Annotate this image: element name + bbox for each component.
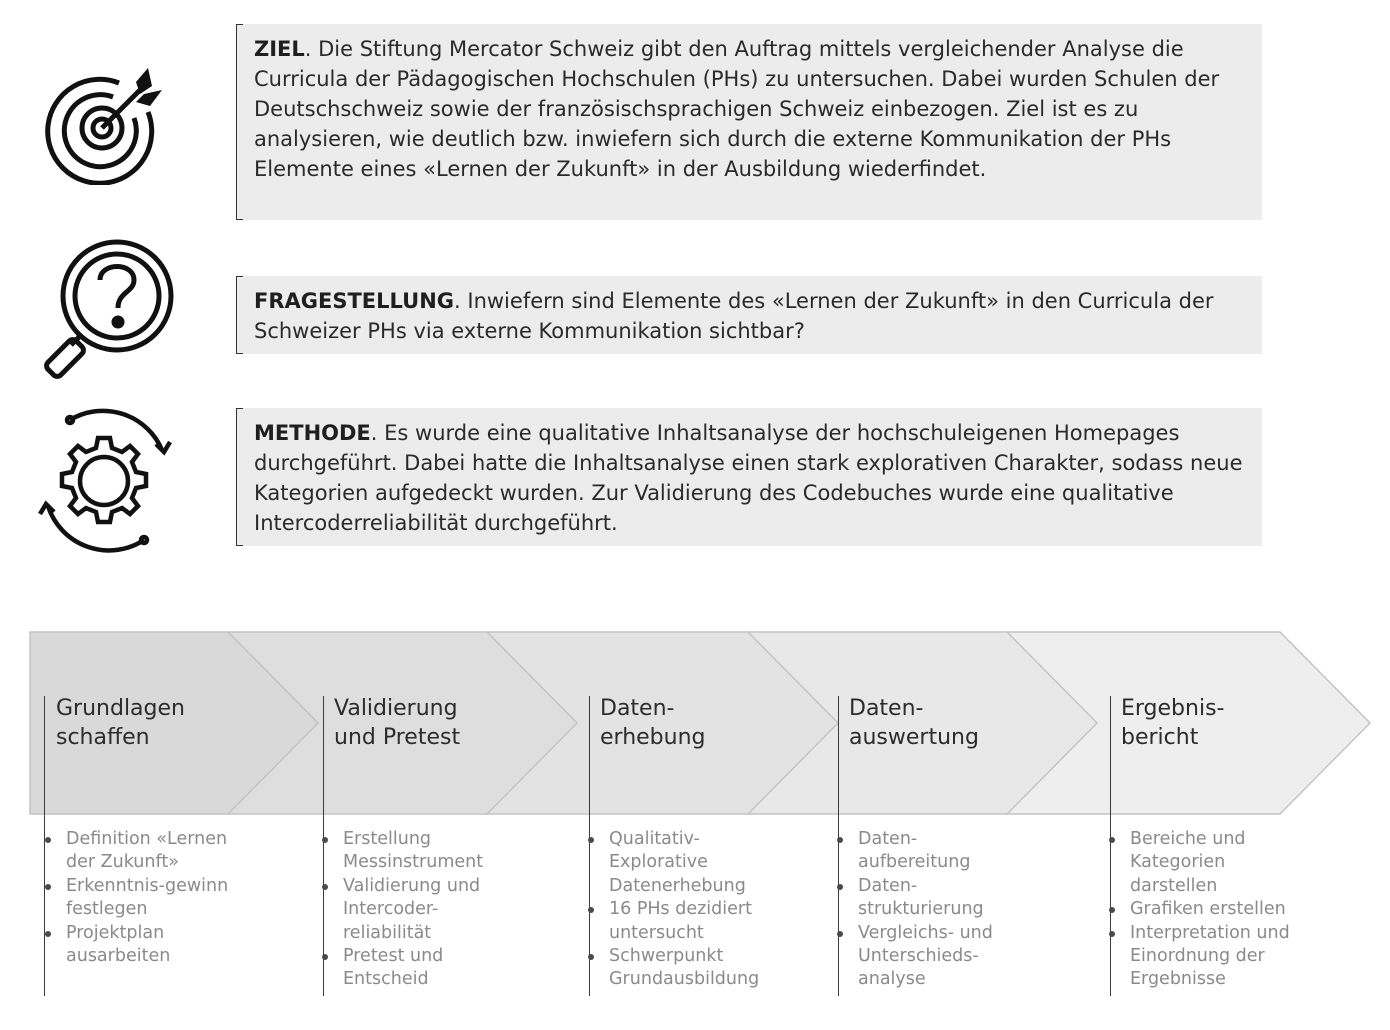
stage-title-line: Validierung	[334, 696, 458, 721]
stage-title-line: auswertung	[849, 725, 979, 750]
stage-title-grundlagen	[56, 694, 185, 752]
stage-title-line: erhebung	[600, 725, 706, 750]
stage-title-line: und Pretest	[334, 725, 461, 750]
stage-items-datenauswertung	[858, 828, 1028, 992]
list-item: Erkenntnis-gewinn festlegen	[66, 875, 236, 922]
stage-title-validierung	[334, 694, 460, 752]
stage-title-line: schaffen	[56, 725, 150, 750]
question-text: . Inwiefern sind Elemente des «Lernen der Zukunft» in den Curricula der Schweizer PHs via externe Kommunikation sichtbar?	[254, 289, 1214, 343]
stage-title-line: Daten-	[600, 696, 675, 721]
list-item: Pretest und Entscheid	[343, 945, 513, 992]
method-keyword: METHODE	[254, 421, 371, 445]
goal-text: . Die Stiftung Mercator Schweiz gibt den Auftrag mittels vergleichender Analyse die Curricula der Pädagogischen Hochschulen (PHs) zu untersuchen. Dabei wurden Schulen der Deutschschweiz sowie der französischsprachigen Schweiz einbezogen. Ziel ist es zu analysieren, wie deutlich bzw. inwiefern sich durch die externe Kommunikation der PHs Elemente eines «Lernen der Zukunft» in der Ausbildung wiederfindet.	[254, 37, 1220, 181]
question-keyword: FRAGESTELLUNG	[254, 289, 455, 313]
stage-items-validierung	[343, 828, 513, 992]
list-item: Bereiche und Kategorien darstellen	[1130, 828, 1305, 898]
list-item: Interpretation und Einordnung der Ergebnisse	[1130, 922, 1305, 992]
stage-title-line: bericht	[1121, 725, 1199, 750]
stage-divider	[589, 696, 590, 996]
list-item: Schwerpunkt Grundausbildung	[609, 945, 784, 992]
list-item: Grafiken erstellen	[1130, 898, 1305, 921]
stage-divider	[1110, 696, 1111, 996]
list-item: 16 PHs dezidiert untersucht	[609, 898, 784, 945]
stage-items-grundlagen	[66, 828, 236, 968]
stage-divider	[323, 696, 324, 996]
stage-title-line: Daten-	[849, 696, 924, 721]
stage-title-datenerhebung	[600, 694, 706, 752]
method-text: . Es wurde eine qualitative Inhaltsanalyse der hochschuleigenen Homepages durchgeführt. Dabei hatte die Inhaltsanalyse einen stark explorativen Charakter, sodass neue Kategorien aufgedeckt wurden. Zur Validierung des Codebuches wurde eine qualitative Intercoderreliabilität durchgeführt.	[254, 421, 1243, 535]
list-item: Projektplan ausarbeiten	[66, 922, 236, 969]
goal-keyword: ZIEL	[254, 37, 305, 61]
stage-divider	[838, 696, 839, 996]
list-item: Validierung und Intercoder-reliabilität	[343, 875, 513, 945]
list-item: Vergleichs- und Unterschieds-analyse	[858, 922, 1028, 992]
stage-title-line: Grundlagen	[56, 696, 185, 721]
stage-title-datenauswertung	[849, 694, 979, 752]
list-item: Erstellung Messinstrument	[343, 828, 513, 875]
list-item: Qualitativ-Explorative Datenerhebung	[609, 828, 784, 898]
stage-title-ergebnisbericht	[1121, 694, 1224, 752]
stage-items-datenerhebung	[609, 828, 784, 992]
stage-divider	[44, 696, 45, 996]
list-item: Daten-aufbereitung	[858, 828, 1028, 875]
stage-items-ergebnisbericht	[1130, 828, 1305, 992]
list-item: Daten-strukturierung	[858, 875, 1028, 922]
list-item: Definition «Lernen der Zukunft»	[66, 828, 236, 875]
stage-title-line: Ergebnis-	[1121, 696, 1225, 721]
